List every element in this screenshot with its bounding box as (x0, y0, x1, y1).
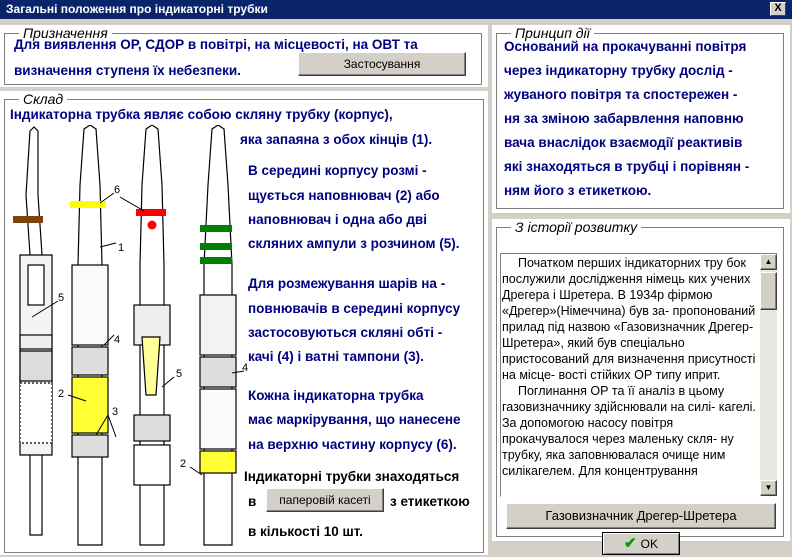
composition-line-6: скляних ампули з розчином (5). (248, 236, 460, 251)
callout-5b: 5 (176, 368, 183, 380)
composition-line-3: В середині корпусу розмі - (248, 163, 427, 178)
purpose-panel (0, 25, 488, 87)
scroll-down-icon[interactable]: ▼ (760, 480, 777, 496)
principle-line-5: вача внаслідок взаємодії реактивів (504, 135, 743, 150)
composition-legend: Склад (19, 91, 67, 107)
composition-line-4: щується наповнювач (2) або (248, 188, 440, 203)
paper-cassette-button[interactable]: паперовій касеті (266, 488, 384, 512)
callout-4a: 4 (114, 334, 121, 346)
scroll-thumb[interactable] (760, 272, 777, 310)
composition-line-15-prefix: в (248, 494, 257, 509)
composition-line-16: в кількості 10 шт. (248, 524, 363, 539)
purpose-text-line2: визначення ступеня їх небезпеки. (14, 63, 241, 78)
composition-line-8: повнювачів в середині корпусу (248, 301, 461, 316)
checkmark-icon: ✔ (624, 535, 637, 552)
composition-line-11: Кожна індикаторна трубка (248, 388, 424, 403)
principle-line-6: які знаходяться в трубці і порівнян - (504, 159, 750, 174)
composition-line-7: Для розмежування шарів на - (248, 276, 446, 291)
indicator-tubes-illustration (4, 125, 248, 553)
composition-line-9: застосовуються скляні обті - (248, 325, 443, 340)
composition-line-2: яка запаяна з обох кінців (1). (240, 132, 433, 147)
window-title: Загальні положення про індикаторні трубки (6, 2, 268, 16)
composition-line-12: має маркірування, що нанесене (248, 412, 461, 427)
tube-4 (200, 125, 236, 545)
composition-line-10: качі (4) і ватні тампони (3). (248, 349, 424, 364)
tube-3 (134, 125, 170, 545)
composition-line-15-suffix: з етикеткою (390, 494, 470, 509)
history-scrollbar[interactable] (760, 254, 777, 496)
principle-panel (492, 25, 790, 213)
dreger-schroeter-button[interactable]: Газовизначник Дрегер-Шретера (506, 503, 776, 529)
purpose-legend: Призначення (19, 25, 112, 41)
principle-line-1: Оснований на прокачуванні повітря (504, 39, 747, 54)
scroll-up-icon[interactable]: ▲ (760, 254, 777, 270)
callout-5a: 5 (58, 292, 65, 304)
principle-line-2: через індикаторну трубку дослід - (504, 63, 733, 78)
composition-line-13: на верхню частину корпусу (6). (248, 437, 457, 452)
composition-line-14: Індикаторні трубки знаходяться (244, 469, 460, 484)
client-area (0, 19, 792, 557)
callout-4b: 4 (242, 362, 248, 374)
window-titlebar (0, 0, 792, 19)
callout-2a: 2 (58, 388, 65, 400)
composition-line-1: Індикаторна трубка являє собою скляну трубку (корпус), (10, 107, 393, 122)
principle-line-7: ням його з етикеткою. (504, 183, 652, 198)
principle-line-4: ня за зміною забарвлення наповню (504, 111, 744, 126)
callout-1: 1 (118, 242, 125, 254)
ok-button[interactable] (602, 532, 680, 555)
tube-1 (13, 127, 52, 535)
ok-label: OK (640, 537, 658, 551)
callout-3: 3 (112, 406, 119, 418)
history-paragraph-2: Поглинання ОР та її аналіз в цьому газовизначнику здійснювали на силі- кагелі. За допомогою насосу повітря прокачувалося через маленьку скля- ну трубку, яка заповнювалася очище ним силікагелем. Для концентрування (502, 384, 756, 478)
callout-6: 6 (114, 184, 121, 196)
history-text (502, 255, 758, 495)
principle-legend: Принцип дії (511, 25, 594, 41)
tube-2 (70, 125, 108, 545)
callout-2b: 2 (180, 458, 187, 470)
purpose-text-line1: Для виявлення ОР, СДОР в повітрі, на місцевості, на ОВТ та (14, 37, 418, 52)
principle-line-3: жуваного повітря та спостережен - (504, 87, 738, 102)
history-legend: З історії розвитку (511, 219, 641, 235)
composition-line-5: наповнювач і одна або дві (248, 212, 427, 227)
apply-button[interactable]: Застосування (298, 52, 466, 76)
close-button[interactable]: X (770, 2, 786, 16)
composition-panel (0, 91, 488, 555)
history-paragraph-1: Початком перших індикаторних тру бок послужили дослідження німець ких учених Дрегера і Шретера. В 1934р фірмою «Дрегер»(Німеччина) був за- пропонований прилад під назвою «Газовизначник Дрегер-Шретера», який був спеціально пристосований для визначення присутності на місце- вості стійких ОР типу иприт. (502, 256, 756, 382)
